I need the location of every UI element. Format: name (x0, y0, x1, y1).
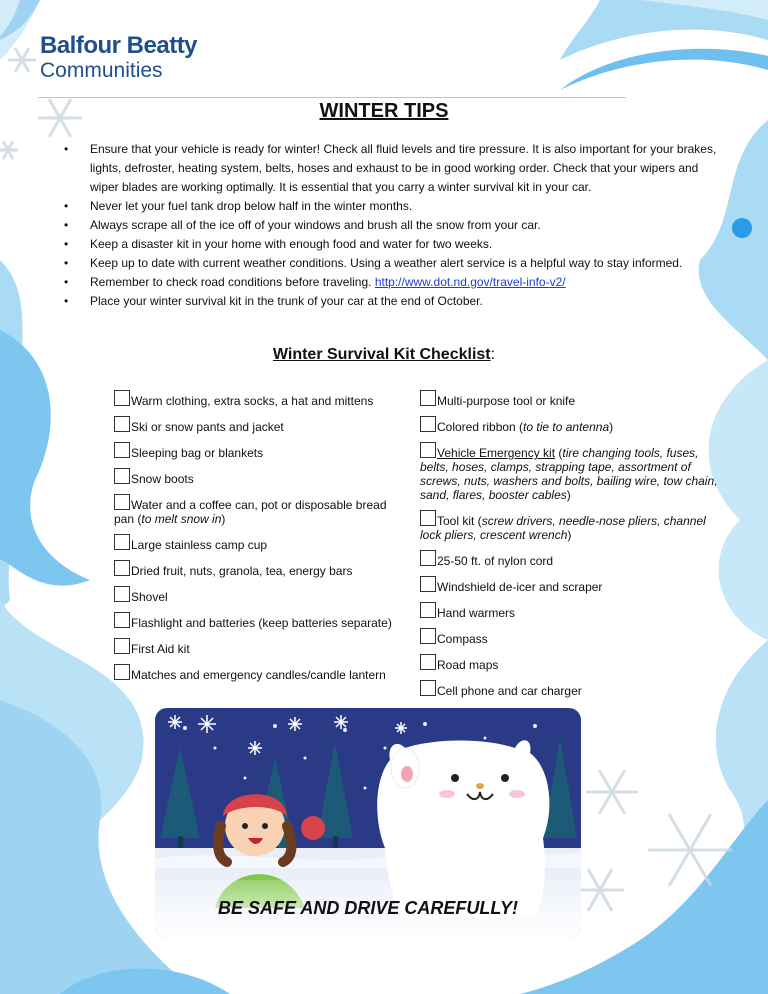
checklist-item-label: Colored ribbon ( (437, 420, 524, 434)
tip-text: Ensure that your vehicle is ready for winter! Check all fluid levels and tire pressure. It is also important for your brakes, lights, defroster, heating system, belts, hoses and exhaust to be in good working order. Check that your wipers and wiper blades are working optimally. It is essential that you carry a winter survival kit in your car. (90, 142, 717, 194)
checkbox[interactable] (114, 664, 130, 680)
checklist-item (114, 586, 394, 604)
checkbox[interactable] (420, 416, 436, 432)
open-paren: ( (555, 446, 563, 460)
checklist-item-label: Flashlight and batteries (keep batteries separate) (131, 616, 392, 630)
checklist-item-label: Hand warmers (437, 606, 516, 620)
checklist-item (114, 468, 394, 486)
checklist-item (420, 602, 720, 620)
checklist-right-column (420, 390, 720, 706)
checklist-left-column (114, 390, 394, 690)
checklist-item-label: Windshield de-icer and scraper (437, 580, 603, 594)
checklist-item (420, 550, 720, 568)
checklist-item (114, 560, 394, 578)
checklist-item-label: Sleeping bag or blankets (131, 446, 264, 460)
tip-text: Always scrape all of the ice off of your windows and brush all the snow from your car. (90, 218, 541, 232)
checkbox[interactable] (420, 550, 436, 566)
checklist-item-note: screw drivers, needle-nose pliers, channel lock pliers, crescent wrench (420, 514, 706, 542)
list-item (60, 292, 728, 311)
checklist-item-label: Water and a coffee can, pot or disposable bread pan ( (114, 498, 387, 526)
checklist-item (114, 442, 394, 460)
checklist-item-note: to melt snow in (141, 512, 222, 526)
list-item (60, 273, 728, 292)
checklist-item (114, 494, 394, 526)
logo-brand-text: Balfour Beatty (40, 32, 198, 59)
tips-list (60, 140, 728, 311)
tip-text: Keep a disaster kit in your home with enough food and water for two weeks. (90, 237, 493, 251)
checklist-item-label: Shovel (131, 590, 168, 604)
checklist-item (420, 442, 720, 502)
checklist-item-note: to tie to antenna (523, 420, 610, 434)
header-divider (38, 97, 626, 98)
checkbox[interactable] (420, 602, 436, 618)
page-title (0, 100, 768, 123)
checklist-item (420, 416, 720, 434)
checklist-item-label: 25-50 ft. of nylon cord (437, 554, 554, 568)
tip-text: Never let your fuel tank drop below half in the winter months. (90, 199, 413, 213)
list-item (60, 254, 728, 273)
checklist-item (114, 664, 394, 682)
checklist-heading-colon: : (490, 346, 496, 363)
checkbox[interactable] (114, 442, 130, 458)
checklist-item (420, 390, 720, 408)
checklist-item (114, 416, 394, 434)
checkbox[interactable] (420, 442, 436, 458)
checkbox[interactable] (114, 612, 130, 628)
checklist-item (420, 576, 720, 594)
checklist-item (114, 390, 394, 408)
close-paren: ) (609, 420, 614, 434)
checklist-item (420, 654, 720, 672)
checklist-item (114, 612, 394, 630)
checklist-item-label: Warm clothing, extra socks, a hat and mittens (131, 394, 374, 408)
checkbox[interactable] (420, 390, 436, 406)
list-item (60, 140, 728, 197)
list-item (60, 235, 728, 254)
safety-banner (155, 708, 581, 938)
checklist-item (420, 510, 720, 542)
tip-text: Keep up to date with current weather conditions. Using a weather alert service is a helpful way to stay informed. (90, 256, 683, 270)
road-conditions-link[interactable]: http://www.dot.nd.gov/travel-info-v2/ (374, 275, 566, 289)
checklist-item-label: Road maps (437, 658, 499, 672)
checkbox[interactable] (420, 576, 436, 592)
logo-sub-text: Communities (40, 59, 163, 82)
checklist-item-label: Vehicle Emergency kit (437, 446, 556, 460)
checklist-item (420, 680, 720, 698)
checklist-item-label: First Aid kit (131, 642, 190, 656)
checklist-item-label: Large stainless camp cup (131, 538, 268, 552)
checkbox[interactable] (114, 560, 130, 576)
tip-text: Remember to check road conditions before traveling. (90, 275, 372, 289)
checkbox[interactable] (114, 390, 130, 406)
checklist-item-label: Snow boots (131, 472, 194, 486)
checklist-item-label: Compass (437, 632, 488, 646)
checklist-item-label: Dried fruit, nuts, granola, tea, energy bars (131, 564, 353, 578)
list-item (60, 197, 728, 216)
checklist-heading-text: Winter Survival Kit Checklist (272, 346, 491, 363)
checkbox[interactable] (114, 586, 130, 602)
checkbox[interactable] (420, 654, 436, 670)
checkbox[interactable] (420, 680, 436, 696)
close-paren: ) (567, 528, 572, 542)
close-paren: ) (221, 512, 226, 526)
company-logo (40, 34, 197, 81)
checklist-item-label: Cell phone and car charger (437, 684, 582, 698)
checklist-item-label: Tool kit ( (437, 514, 482, 528)
checklist-heading (0, 346, 768, 364)
checklist-item (114, 534, 394, 552)
checklist-item-note: tire changing tools, fuses, belts, hoses, clamps, strapping tape, assortment of screws, nuts, washers and bolts, bailing wire, tow chain, sand, flares, booster cables (420, 446, 718, 502)
checklist-item (420, 628, 720, 646)
list-item (60, 216, 728, 235)
checkbox[interactable] (114, 416, 130, 432)
tip-text: Place your winter survival kit in the trunk of your car at the end of October. (90, 294, 483, 308)
checklist-item-label: Ski or snow pants and jacket (131, 420, 284, 434)
page-title-text: WINTER TIPS (319, 100, 449, 122)
close-paren: ) (566, 488, 571, 502)
checklist-item-label: Matches and emergency candles/candle lantern (131, 668, 386, 682)
checklist-item (114, 638, 394, 656)
checklist-item-label: Multi-purpose tool or knife (437, 394, 576, 408)
banner-text: BE SAFE AND DRIVE CAREFULLY! (217, 898, 518, 918)
checkbox[interactable] (420, 510, 436, 526)
checkbox[interactable] (420, 628, 436, 644)
checkbox[interactable] (114, 638, 130, 654)
checkbox[interactable] (114, 534, 130, 550)
checkbox[interactable] (114, 468, 130, 484)
checkbox[interactable] (114, 494, 130, 510)
